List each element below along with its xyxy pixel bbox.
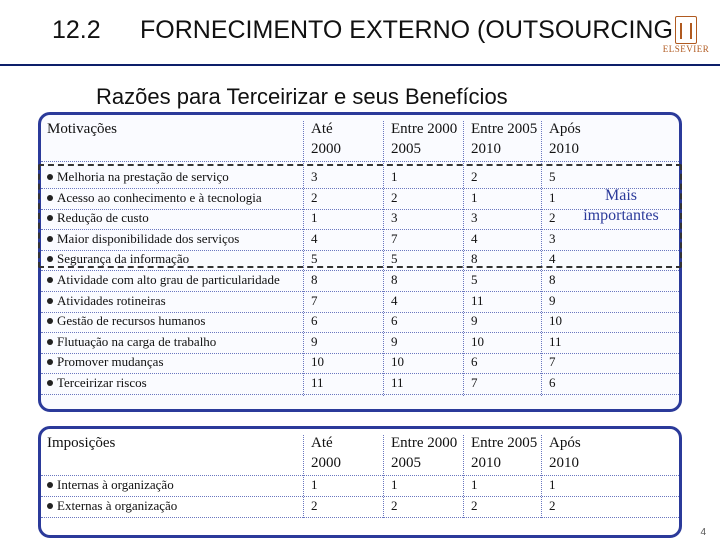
header-divider-line [41, 161, 679, 162]
rank-cell: 6 [471, 354, 478, 370]
header-cell: Até [311, 435, 333, 451]
header-row [41, 435, 679, 455]
rank-cell: 7 [549, 354, 556, 370]
column-divider-line [303, 435, 304, 518]
header-cell: Após [549, 435, 581, 451]
rank-cell: 1 [549, 477, 556, 492]
header-cell: 2010 [471, 141, 501, 157]
header-row [41, 141, 679, 161]
row-divider-line [41, 394, 679, 395]
rank-cell: 3 [549, 230, 556, 246]
rank-cell: 6 [391, 313, 398, 329]
row-label-text: Flutuação na carga de trabalho [57, 333, 217, 349]
table-row [41, 334, 679, 354]
rank-cell: 10 [311, 354, 324, 370]
section-number: 12.2 [52, 16, 101, 44]
row-label-text: Acesso ao conhecimento e à tecnologia [57, 189, 262, 205]
row-label [47, 293, 166, 309]
header-cell: Imposições [47, 435, 116, 451]
row-label-text: Promover mudanças [57, 354, 164, 370]
rank-cell: 4 [311, 230, 318, 246]
table-row [41, 272, 679, 292]
rank-cell: 1 [471, 189, 478, 205]
table-row [41, 293, 679, 313]
header-cell: 2010 [471, 455, 501, 471]
rank-cell: 1 [549, 189, 556, 205]
rank-cell: 10 [549, 313, 562, 329]
row-divider-line [41, 517, 679, 518]
row-label-text: Terceirizar riscos [57, 375, 147, 390]
rank-cell: 2 [391, 189, 398, 205]
row-label [47, 375, 147, 391]
header-cell: 2000 [311, 455, 341, 471]
bullet-icon [47, 359, 53, 365]
rank-cell: 1 [311, 210, 318, 226]
header-cell: 2010 [549, 455, 579, 471]
table-row [41, 313, 679, 333]
header-cell: Entre 2000 [391, 121, 458, 137]
rank-cell: 5 [471, 272, 478, 287]
rank-cell: 9 [549, 292, 556, 308]
header-cell: 2005 [391, 141, 421, 157]
row-label-text: Atividade com alto grau de particularidade [57, 272, 280, 287]
logo-text: ELSEVIER [662, 44, 710, 54]
callout-line-1: Mais [605, 187, 637, 204]
row-label-text: Maior disponibilidade dos serviços [57, 230, 240, 246]
rank-cell: 4 [471, 230, 478, 246]
row-label [47, 354, 164, 370]
table-row [41, 375, 679, 395]
table-row [41, 477, 679, 497]
rank-cell: 7 [391, 230, 398, 246]
rank-cell: 2 [391, 497, 398, 513]
rank-cell: 2 [549, 497, 556, 513]
rank-cell: 6 [311, 313, 318, 329]
section-title: FORNECIMENTO EXTERNO (OUTSOURCING [140, 16, 673, 44]
rank-cell: 10 [471, 333, 484, 349]
header-cell: 2000 [311, 141, 341, 157]
header-divider [0, 64, 720, 66]
rank-cell: 1 [471, 477, 478, 492]
rank-cell: 5 [549, 169, 556, 184]
rank-cell: 2 [549, 210, 556, 226]
bullet-icon [47, 339, 53, 345]
header-cell: Entre 2005 [471, 121, 538, 137]
header-cell: Entre 2000 [391, 435, 458, 451]
callout-line-2: importantes [583, 207, 659, 224]
header-cell: Motivações [47, 121, 117, 137]
elsevier-logo [658, 16, 714, 60]
rank-cell: 3 [471, 210, 478, 226]
row-label-text: Internas à organização [57, 477, 174, 492]
rank-cell: 8 [549, 272, 556, 287]
rank-cell: 3 [311, 169, 318, 184]
row-label [47, 334, 216, 350]
rank-cell: 11 [471, 292, 484, 308]
rank-cell: 1 [311, 477, 318, 492]
header-divider-line [41, 475, 679, 476]
rank-cell: 1 [391, 169, 398, 184]
column-divider-line [541, 435, 542, 518]
rank-cell: 2 [471, 169, 478, 184]
rank-cell: 11 [311, 375, 324, 390]
bullet-icon [47, 318, 53, 324]
rank-cell: 2 [311, 497, 318, 513]
rank-cell: 6 [549, 375, 556, 390]
column-divider-line [463, 435, 464, 518]
page-number: 4 [700, 527, 706, 538]
row-label [47, 313, 205, 329]
header-cell: Até [311, 121, 333, 137]
bullet-icon [47, 298, 53, 304]
rank-cell: 4 [549, 251, 556, 267]
column-divider-line [383, 435, 384, 518]
table-row [41, 354, 679, 374]
row-label-text: Atividades rotineiras [57, 292, 166, 308]
most-important-callout [566, 186, 676, 226]
row-label-text: Segurança da informação [57, 251, 190, 267]
rank-cell: 7 [471, 375, 478, 390]
rank-cell: 9 [471, 313, 478, 329]
header-cell: 2010 [549, 141, 579, 157]
header-cell: 2005 [391, 455, 421, 471]
rank-cell: 5 [311, 251, 318, 267]
header-cell: Após [549, 121, 581, 137]
rank-cell: 4 [391, 292, 398, 308]
header-row [41, 455, 679, 475]
rank-cell: 2 [471, 497, 478, 513]
bullet-icon [47, 380, 53, 386]
tree-icon [675, 16, 697, 44]
row-label-text: Gestão de recursos humanos [57, 313, 206, 329]
slide-header [0, 0, 720, 66]
bullet-icon [47, 277, 53, 283]
rank-cell: 11 [391, 375, 404, 390]
header-cell: Entre 2005 [471, 435, 538, 451]
rank-cell: 11 [549, 333, 562, 349]
impositions-table [38, 426, 682, 538]
rank-cell: 9 [311, 333, 318, 349]
rank-cell: 3 [391, 210, 398, 226]
header-row [41, 121, 679, 141]
rank-cell: 9 [391, 333, 398, 349]
rank-cell: 10 [391, 354, 404, 370]
rank-cell: 1 [391, 477, 398, 492]
bullet-icon [47, 482, 53, 488]
rank-cell: 8 [391, 272, 398, 287]
rank-cell: 7 [311, 292, 318, 308]
row-label-text: Melhoria na prestação de serviço [57, 169, 229, 184]
rank-cell: 8 [311, 272, 318, 287]
rank-cell: 2 [311, 189, 318, 205]
bullet-icon [47, 503, 53, 509]
rank-cell: 5 [391, 251, 398, 267]
row-label-text: Redução de custo [57, 210, 149, 226]
row-label [47, 272, 280, 288]
slide-subtitle: Razões para Terceirizar e seus Benefícios [96, 84, 508, 109]
row-label [47, 477, 174, 493]
row-label-text: Externas à organização [57, 497, 178, 513]
rank-cell: 8 [471, 251, 478, 267]
row-label [47, 498, 177, 514]
table-row [41, 498, 679, 518]
